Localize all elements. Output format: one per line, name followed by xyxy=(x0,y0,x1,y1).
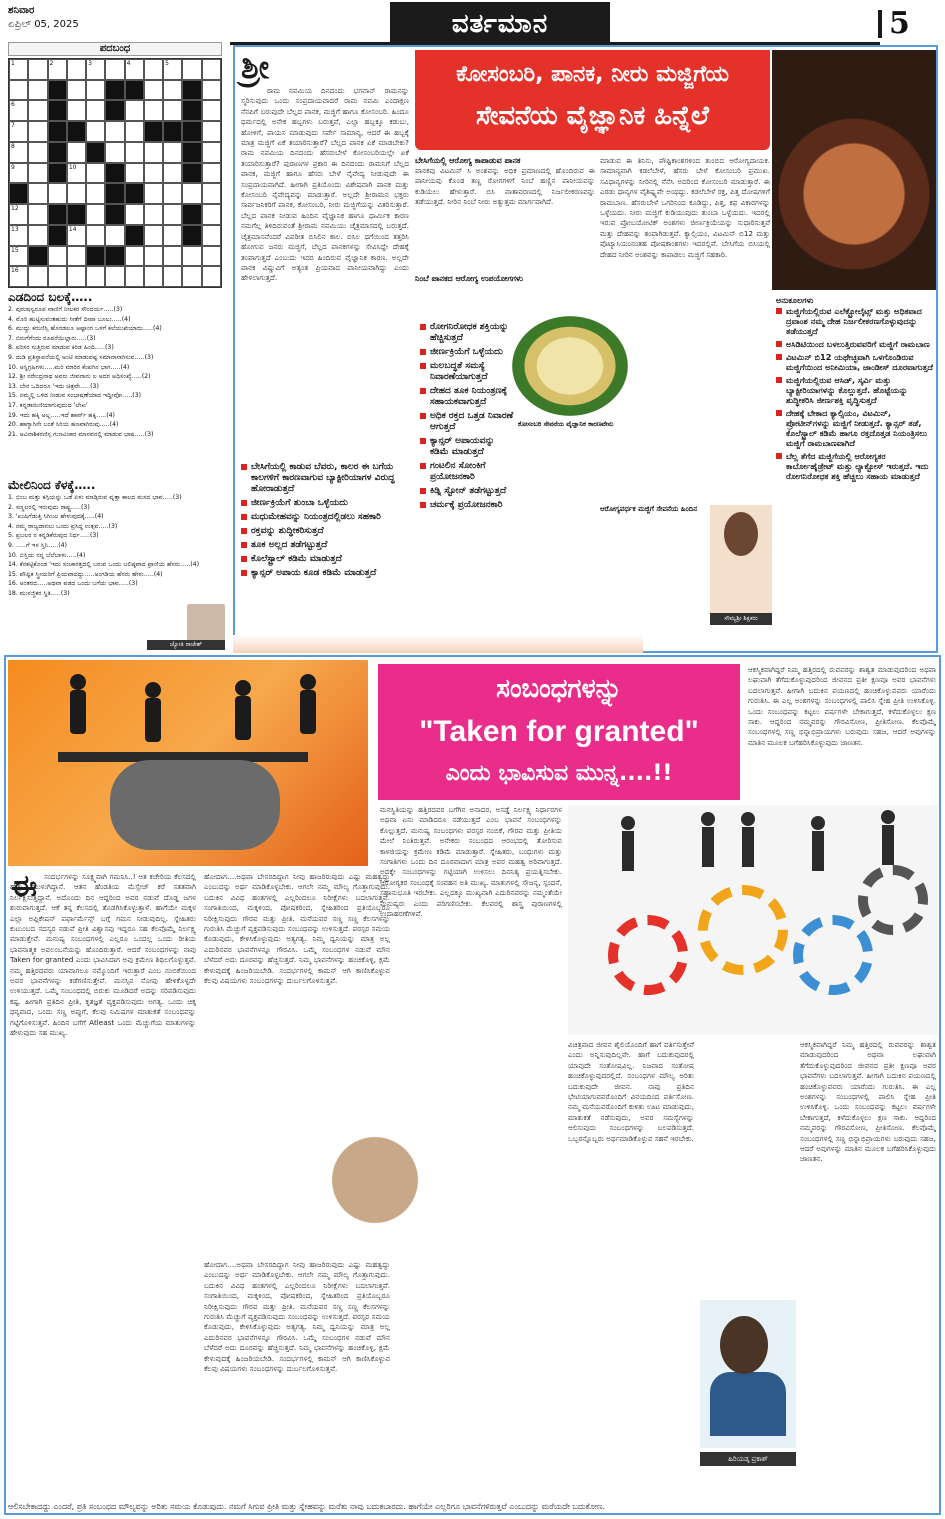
crossword-cell[interactable] xyxy=(48,246,67,267)
benefit-item: ಅಧಿಕ ರಕ್ತದ ಒತ್ತಡ ನಿವಾರಣೆ ಆಗುತ್ತದೆ xyxy=(420,411,516,433)
across-clue: 6. ಮುದ್ದು ಕರುಣಿಸ್ಸಿ ಹೊರಡಲೂ ಅಷ್ಟಾಂಗ ಒಳಗೆ ಕಲೆಯುಖಿಯಾದು…..(4) xyxy=(8,325,162,333)
crossword-cell[interactable] xyxy=(144,204,163,225)
down-clue: 4. ನಮ್ಮ ರಾಜ್ಯದಾನಲು ಒಂದು ಪ್ರಸಿದ್ಧ ಉತ್ಸವ…..(3) xyxy=(8,522,118,530)
bottom-author-body xyxy=(710,1372,786,1436)
crossword-cell[interactable] xyxy=(9,80,28,101)
buttermilk-subsection xyxy=(600,505,705,625)
crossword-cell[interactable]: 6 xyxy=(9,100,28,121)
crossword-cell[interactable] xyxy=(144,183,163,204)
crossword-cell[interactable] xyxy=(86,100,105,121)
crossword-cell xyxy=(105,183,124,204)
across-clue: 9. ದುಡಿ ಪ್ರತಿಸ್ಥಾಪನೆಯಲ್ಲಿ ಅಂಟಿ ಮಾಡುವಷ್ಟ ಸಮಾನಾಸಾಗಿಸುವ…..(3) xyxy=(8,353,154,361)
crossword-cell[interactable] xyxy=(28,163,47,184)
benefit-item: ದೇಹದ ತೂಕ ನಿಯಂತ್ರಣಕ್ಕೆ ಸಹಾಯಕವಾಗುತ್ತದೆ xyxy=(420,386,516,408)
crossword-cell[interactable]: 3 xyxy=(86,59,105,80)
across-clue: 15. ನಮ್ಮಲ್ಲಿ ಒಳಿದ ನೀಡುವ ಸಂಭಾಷಣೆಯಾದ ಇದ್ದೀವೋ…..(3) xyxy=(8,392,142,400)
crossword-cell[interactable] xyxy=(182,266,201,287)
crossword-cell[interactable] xyxy=(144,163,163,184)
top-author-face xyxy=(724,512,758,556)
crossword-cell xyxy=(125,183,144,204)
bottom-article-col1: ಸಂದರ್ಭಗಳನ್ನು ಸೂಕ್ಷ್ಮವಾಗಿ ಗಮನಿಸಿ..! ಆತ ಕಚೇರಿಯ ಕೆಲಸದಲ್ಲಿ ಹೆಚ್ಚು ಮುಳುಗಿದ್ದಾನೆ. ಆತನ ಹೆಂಡತಿಯ ಮೆಸ್ಸೇಜ್ ಕರೆ ಸತತವಾಗಿ ನಿರ್ಲಕ್ಷಿಸುತ್ತಿದ್ದಾನೆ. ಅದೊಂದು ದಿನ ಆದ್ದರಿಂದ ಅವರ ನಡುವೆ ದೊಡ್ಡ ಜಗಳ ಶುರುವಾಗುತ್ತದೆ. ಆಕೆ ತನ್ನ ಕೆಲಸದಲ್ಲಿ ತೊಡಗಿಸಿಕೊಳ್ಳುತ್ತಾಳೆ. ಹಾಗೆಯೇ ಮಕ್ಕಳ ಎಲ್ಲಾ ಅಪ್ಲಿಕೇಷನ್ ಪರ್ಫಾರ್ಮೆನ್ಸ್ ಬಗ್ಗೆ ಗಮನ ನೀಡುವುದಿಲ್ಲ. ಸ್ನೇಹಿತರು ಕುಟುಂಬದ ಸದಸ್ಯರ ನಡುವೆ ಪ್ರೀತಿ ವಿಶ್ವಾಸವು ಇದ್ದರೂ ಸಹ ಕೆಲವೊಮ್ಮೆ ನಿರ್ಲಕ್ಷ್ಯ ಮಾಡುತ್ತೇವೆ. ಮನುಷ್ಯ ಸಂಬಂಧಗಳಲ್ಲಿ ಎಲ್ಲರೂ ಒಂದಲ್ಲ ಒಂದು ರೀತಿಯ ಭಾವನಾತ್ಮಕ ಅವಲಂಬನೆಯನ್ನು ಹೊಂದಿರುತ್ತಾರೆ. ಆದರೆ ಸಂಬಂಧಗಳನ್ನು ನಾವು Taken for granted ಎಂದು ಭಾವಿಸಿದಾಗ ಅವು ಕ್ರಮೇಣ ಶಿಥಿಲಗೊಳ್ಳುತ್ತವೆ. ನಮ್ಮ ಹತ್ತಿರದವರು ಯಾವಾಗಲೂ ನಮ್ಮೊಂದಿಗೆ ಇರುತ್ತಾರೆ ಎಂಬ ನಂಬಿಕೆಯಿಂದ ಅವರ ಭಾವನೆಗಳನ್ನು ಕಡೆಗಣಿಸುತ್ತೇವೆ. ಮನಸ್ಸಿನ ನೋವು ಹೇಳಿಕೊಳ್ಳದೇ ಉಳಿಯುತ್ತದೆ. ಒಮ್ಮೆ ಸಂಬಂಧದಲ್ಲಿ ಬಿರುಕು ಮೂಡಿದರೆ ಅದನ್ನು ಸರಿಪಡಿಸುವುದು ಕಷ್ಟ. ಹೀಗಾಗಿ ಪ್ರತಿದಿನ ಪ್ರೀತಿ, ಕೃತಜ್ಞತೆ ವ್ಯಕ್ತಪಡಿಸುವುದು ಅಗತ್ಯ. ಒಂದು ಚಿಕ್ಕ ಧನ್ಯವಾದ, ಒಂದು ಸಣ್ಣ ಅಪ್ಪುಗೆ, ಕೆಲವು ನಿಮಿಷಗಳ ಮಾತುಕತೆ ಸಂಬಂಧವನ್ನು ಗಟ್ಟಿಗೊಳಿಸುತ್ತವೆ. ಹಿಂದಿನ ಬಗೆಗೆ Atleast ಒಂದು ಮೆಚ್ಚುಗೆಯ ಮಾತುಗಳನ್ನು ಹೇಳುವುದು ಸಹ ಮುಖ್ಯ. xyxy=(10,872,196,1038)
crossword-cell[interactable] xyxy=(202,59,221,80)
bottom-author-face xyxy=(720,1316,768,1374)
crossword-cell[interactable] xyxy=(67,246,86,267)
benefit-item: ರೋಗನಿರೋಧಕ ಶಕ್ತಿಯನ್ನು ಹೆಚ್ಚಿಸುತ್ತದೆ xyxy=(420,322,516,344)
crossword-cell[interactable] xyxy=(86,163,105,184)
crossword-cell[interactable] xyxy=(28,121,47,142)
col2-intro-heading: ಬೇಸಿಗೆಯಲ್ಲಿ ಆರೋಗ್ಯ ಕಾಪಾಡುವ ಪಾನಕ xyxy=(415,156,521,165)
crossword-cell[interactable] xyxy=(202,225,221,246)
crossword-down-section xyxy=(8,478,222,599)
crossword-cell[interactable]: 14 xyxy=(67,225,86,246)
across-clue: 17. ಕನ್ನಡಾರುಣಿಯಾಗುವುದುದ 'ಲೇಖ' xyxy=(8,401,88,409)
col4-heading: ಅನುಕೂಲಗಳು xyxy=(776,296,814,305)
crossword-title: ಪದಬಂಧ xyxy=(8,42,222,56)
top-article-col2 xyxy=(415,156,595,306)
crossword-cell xyxy=(105,204,124,225)
crossword-cell[interactable] xyxy=(67,142,86,163)
crossword-cell[interactable] xyxy=(28,80,47,101)
crossword-cell xyxy=(67,121,86,142)
benefit-item: ಗಂಟಲಿನ ಸೋಂಕಿಗೆ ಪ್ರಯೋಜನಕಾರಿ xyxy=(420,461,516,483)
issue-dateline xyxy=(8,4,228,44)
across-clue: 13. ಬೇರ ಒದಿದರೂ 'ಇದು ಚಿತ್ರವೇ…..(3) xyxy=(8,382,99,390)
crossword-cell xyxy=(86,246,105,267)
crossword-cell[interactable]: 4 xyxy=(125,59,144,80)
crossword-cell[interactable] xyxy=(125,163,144,184)
benefit-item: ಚರ್ಮಕ್ಕೆ ಪ್ರಯೋಜನಕಾರಿ xyxy=(420,500,516,511)
crossword-cell[interactable] xyxy=(144,246,163,267)
across-clue: 20. ಹಾಗ್ಯಾಗಿನೇ ಬಂತೆ ಸಿರಿಯ ಹಣವಾಗಿರುವು…..(4) xyxy=(8,421,119,429)
bottom-article-col2: ಹೋದಾಗ….ಅಥವಾ ಬೇಸರದಿದ್ದಾಗ ನೀವು ಹಾಜರಿರುವುದು ಎಷ್ಟು ಮಹತ್ವದ್ದು ಎಂಬುದನ್ನು ಅರ್ಥ ಮಾಡಿಕೊಳ್ಳಬೇಕು. ಆಗಲೇ ನಮ್ಮ ಮೌಲ್ಯ ಗೊತ್ತಾಗುವುದು. ಬದುಕಿನ ವಿವಿಧ ಹಂತಗಳಲ್ಲಿ ಎಲ್ಲರಿಂದಲೂ ನಿರೀಕ್ಷೆಗಳು ಬದಲಾಗುತ್ತವೆ. ಸಂಗಾತಿಯಿಂದ, ಮಕ್ಕಳಿಂದ, ಪೋಷಕರಿಂದ, ಸ್ನೇಹಿತರಿಂದ ಪ್ರತಿಯೊಬ್ಬರೂ ನಿರೀಕ್ಷಿಸುವುದು ಗೌರವ ಮತ್ತು ಪ್ರೀತಿ. ಮನೆಯವರ ಸಣ್ಣ ಸಣ್ಣ ಕೆಲಸಗಳನ್ನು ಗುರುತಿಸಿ ಮೆಚ್ಚುಗೆ ವ್ಯಕ್ತಪಡಿಸುವುದು ಸಂಬಂಧವನ್ನು ಉಳಿಸುತ್ತದೆ. ಪರಸ್ಪರ ಸಮಯ ಕೊಡುವುದು, ಕೇಳಿಸಿಕೊಳ್ಳುವುದು ಅತ್ಯಗತ್ಯ. ನಿಮ್ಮ ಧ್ವನಿಯನ್ನು ಮಾತ್ರ ಅಲ್ಲ ಎದುರಿನವರ ಭಾವನೆಗಳನ್ನೂ ಗೌರವಿಸಿ. ಒಮ್ಮೆ ಸಂಬಂಧಗಳ ನಡುವೆ ಮೌನ ಬೆಳೆದರೆ ಅದು ದೂರವನ್ನು ಹೆಚ್ಚಿಸುತ್ತದೆ. ನಿಮ್ಮ ಭಾವನೆಗಳನ್ನು ಹಂಚಿಕೊಳ್ಳಿ, ಕ್ಷಮೆ ಕೇಳುವುದಕ್ಕೆ ಹಿಂಜರಿಯಬೇಡಿ. ಸಂದರ್ಭಗಳಲ್ಲಿ ಕಾಮನ್ ಆಗಿ ಕಾಣಿಸಿಕೊಳ್ಳುವ ಕೆಲವು ವಿಷಯಗಳು ಸಂಬಂಧಗಳನ್ನು ದುರ್ಬಲಗೊಳಿಸುತ್ತವೆ. xyxy=(204,872,390,986)
top-headline-line1: ಕೋಸಂಬರಿ, ಪಾನಕ, ನೀರು ಮಜ್ಜಿಗೆಯ xyxy=(456,62,729,87)
crossword-cell[interactable] xyxy=(105,266,124,287)
crossword-cell[interactable] xyxy=(125,204,144,225)
crossword-cell[interactable] xyxy=(163,100,182,121)
across-clue: 7. ಬಿರುಗೆಗೆಂದು ರೂಪರೆಯಿಲ್ಲಾರು…..(3) xyxy=(8,334,96,342)
crossword-cell xyxy=(105,100,124,121)
crossword-cell xyxy=(182,163,201,184)
buttermilk-benefit-item: ಮಜ್ಜಿಗೆಯಲ್ಲಿರುವ ಆಸಿಡ್, ಸ್ಕರ್ವಿ ಮತ್ತು ಬ್ಯಾಕ್ಟೀರಿಯಾಗಳನ್ನು ಕೊಲ್ಲುತ್ತದೆ. ಹೊಟ್ಟೆಯನ್ನು ಶುದ್ಧೀಕರಿಸಿ ಜೀರ್ಣಶಕ್ತಿ ವೃದ್ಧಿಸುತ್ತದೆ xyxy=(776,375,934,405)
benefit-item: ಮಲಬದ್ಧತೆ ಸಮಸ್ಯೆ ನಿವಾರಣೆಯಾಗುತ್ತದೆ xyxy=(420,361,516,383)
bottom-article-col4: ವಿಚಿತ್ರವಾದ ಜೀವನ ಶೈಲಿಯೊಂದಿಗೆ ಹಾಗೆ ವರ್ತಿಸುತ್ತೇವೆ ಎಂದು ಅನ್ನಿಸುವುದಿಲ್ಲವೇ. ಹಾಗೆ ಬದುಕುವುದರಲ್ಲಿ ಯಾವುದೇ ಸಂತೋಷವಿಲ್ಲ. ನಿಜವಾದ ಸಂತೋಷ ಹಂಚಿಕೊಳ್ಳುವುದರಲ್ಲಿದೆ. ಸಂಬಂಧಗಳ ಮೌಲ್ಯ ಅರಿತು ಬದುಕುವುದೇ ಜೀವನ. ನಾವು ಪ್ರತಿದಿನ ಭೇಟಿಯಾಗುವವರೊಂದಿಗೆ ವಿನಯದಿಂದ ವರ್ತಿಸೋಣ. ನಮ್ಮ ಮನೆಯವರೊಂದಿಗೆ ಕುಳಿತು ಊಟ ಮಾಡುವುದು, ಮಾತುಕತೆ ನಡೆಸುವುದು, ಅವರ ಸಮಸ್ಯೆಗಳನ್ನು ಆಲಿಸುವುದು ಸಂಬಂಧಗಳನ್ನು ಬಲಪಡಿಸುತ್ತದೆ. ಒಬ್ಬರನ್ನೊಬ್ಬರು ಅರ್ಥಮಾಡಿಕೊಳ್ಳುವ ಸಹನೆ ಇರಬೇಕು. xyxy=(568,1040,694,1143)
crossword-cell[interactable] xyxy=(163,204,182,225)
crossword-cell xyxy=(86,142,105,163)
crossword-cell[interactable] xyxy=(163,225,182,246)
down-clue: 1. ಭಿಂಬ ಮತ್ತು ಕಗ್ಗಿಯನ್ನು ಒಡೆ ಏಳು ಮಾಡ್ಸಿರುವ ವೃತ್ತಾ ಕಾಲದ ಮಸದ ಭಾವ…..(3) xyxy=(8,494,182,501)
crossword-across-section xyxy=(8,290,222,439)
crossword-cell[interactable] xyxy=(144,100,163,121)
crossword-cell[interactable] xyxy=(67,266,86,287)
page-number-value: 5 xyxy=(889,6,910,41)
crossword-cell xyxy=(105,80,124,101)
crossword-cell[interactable] xyxy=(202,266,221,287)
orange-gear-icon xyxy=(698,885,788,975)
buttermilk-subhead: ಆರೋಗ್ಯವರ್ಧಕ ಮಜ್ಜಿಗೆ ಸೇವನೆಯ ಹಿಂದಿನ xyxy=(600,505,698,513)
crossword-cell xyxy=(182,100,201,121)
crossword-cell[interactable] xyxy=(163,142,182,163)
buttermilk-benefit-item: ಅಸಿಡಿಟಿಯಿಂದ ಬಳಲುತ್ತಿರುವವರಿಗೆ ಮಜ್ಜಿಗೆ ರಾಮಬಾಣ xyxy=(776,339,934,349)
crossword-cell xyxy=(48,121,67,142)
crossword-cell[interactable] xyxy=(86,266,105,287)
col4-bullet-list xyxy=(776,306,934,481)
benefit-item: ಕಿಡ್ನಿ ಸ್ಟೋನ್ ತಡೆಗಟ್ಟುತ್ತದೆ xyxy=(420,486,516,497)
down-clue: 5. ಪ್ರಬಲರ ನ ಕನ್ನಡಿಕೆರುವುದ ನಿರ್ಧ…..(3) xyxy=(8,532,99,540)
col2-body: ಪಾನಕವು ವಿಟಮಿನ್ ಸಿ ಅಂಶವನ್ನು ಅಧಿಕ ಪ್ರಮಾಣದಲ್ಲಿ ಹೊಂದಿರುವ ಈ ಪಾನೀಯವು ಕೊಂಡ ತಣ್ಣ ರೋಗಗಳಿಗೆ ನಿಂಬೆ ಹಣ್ಣಿನ ಪಾನೀಯವನ್ನು ಕುಡಿಯಲು ಹೇಳುತ್ತಾರೆ. ಬಿಸಿ ವಾತಾವರಣದಲ್ಲಿ ನಿರ್ಜಲೀಕರಣವನ್ನು ತಡೆಯುತ್ತದೆ. ನೀರಿನ ನಿಂಬೆ ನೀರು ಅತ್ಯುತ್ತಮ ಮಾರ್ಗವಾಗಿದೆ. xyxy=(415,166,595,207)
crossword-cell[interactable] xyxy=(202,183,221,204)
benefit-item: ಜೀರ್ಣಕ್ರಿಯೆಗೆ ತುಂಬಾ ಒಳ್ಳೆಯದು xyxy=(241,498,409,509)
crossword-cell[interactable] xyxy=(125,121,144,142)
crossword-cell[interactable] xyxy=(67,100,86,121)
crossword-cell[interactable] xyxy=(202,121,221,142)
top-article-dropcap: ಶ್ರೀ xyxy=(241,48,270,86)
top-author-caption: ಸೌಮ್ಯಶ್ರೀ ಶಿಕ್ಷಕರು xyxy=(710,613,772,625)
bottom-article-col2b: ಹೋದಾಗ….ಅಥವಾ ಬೇಸರದಿದ್ದಾಗ ನೀವು ಹಾಜರಿರುವುದು ಎಷ್ಟು ಮಹತ್ವದ್ದು ಎಂಬುದನ್ನು ಅರ್ಥ ಮಾಡಿಕೊಳ್ಳಬೇಕು. ಆಗಲೇ ನಮ್ಮ ಮೌಲ್ಯ ಗೊತ್ತಾಗುವುದು. ಬದುಕಿನ ವಿವಿಧ ಹಂತಗಳಲ್ಲಿ ಎಲ್ಲರಿಂದಲೂ ನಿರೀಕ್ಷೆಗಳು ಬದಲಾಗುತ್ತವೆ. ಸಂಗಾತಿಯಿಂದ, ಮಕ್ಕಳಿಂದ, ಪೋಷಕರಿಂದ, ಸ್ನೇಹಿತರಿಂದ ಪ್ರತಿಯೊಬ್ಬರೂ ನಿರೀಕ್ಷಿಸುವುದು ಗೌರವ ಮತ್ತು ಪ್ರೀತಿ. ಮನೆಯವರ ಸಣ್ಣ ಸಣ್ಣ ಕೆಲಸಗಳನ್ನು ಗುರುತಿಸಿ ಮೆಚ್ಚುಗೆ ವ್ಯಕ್ತಪಡಿಸುವುದು ಸಂಬಂಧವನ್ನು ಉಳಿಸುತ್ತದೆ. ಪರಸ್ಪರ ಸಮಯ ಕೊಡುವುದು, ಕೇಳಿಸಿಕೊಳ್ಳುವುದು ಅತ್ಯಗತ್ಯ. ನಿಮ್ಮ ಧ್ವನಿಯನ್ನು ಮಾತ್ರ ಅಲ್ಲ ಎದುರಿನವರ ಭಾವನೆಗಳನ್ನೂ ಗೌರವಿಸಿ. ಒಮ್ಮೆ ಸಂಬಂಧಗಳ ನಡುವೆ ಮೌನ ಬೆಳೆದರೆ ಅದು ದೂರವನ್ನು ಹೆಚ್ಚಿಸುತ್ತದೆ. ನಿಮ್ಮ ಭಾವನೆಗಳನ್ನು ಹಂಚಿಕೊಳ್ಳಿ, ಕ್ಷಮೆ ಕೇಳುವುದಕ್ಕೆ ಹಿಂಜರಿಯಬೇಡಿ. ಸಂದರ್ಭಗಳಲ್ಲಿ ಕಾಮನ್ ಆಗಿ ಕಾಣಿಸಿಕೊಳ್ಳುವ ಕೆಲವು ವಿಷಯಗಳು ಸಂಬಂಧಗಳನ್ನು ದುರ್ಬಲಗೊಳಿಸುತ್ತವೆ. xyxy=(204,1260,390,1374)
crossword-cell xyxy=(105,163,124,184)
benefit-item: ರಕ್ತವನ್ನು ಶುದ್ಧೀಕರಿಸುತ್ತದೆ xyxy=(241,526,409,537)
crossword-cell xyxy=(182,80,201,101)
crossword-cell[interactable] xyxy=(28,204,47,225)
crossword-cell[interactable] xyxy=(28,183,47,204)
across-clue: 19. ಇದು ಹಕ್ಕಿ ಅಲ್ಲ…..ಇದೆ ಹಾರ್ವ್ ಹಕ್ಕಿ…..(4) xyxy=(8,411,115,419)
top-col2-bullet-list xyxy=(420,322,516,511)
down-clue: 15. ಪೌಷ್ಟಿಕ ಸ್ತ್ರೀಯರಿಗೆ ಪ್ರಿಯವಾದದ್ದು…..ಅಂಗಡಿಯ ಹೆಸರು ಹೇಳು…..(4) xyxy=(8,570,163,578)
benefit-item: ಕ್ಯಾನ್ಸರ್ ಅಪಾಯವನ್ನು ಕಡಿಮೆ ಮಾಡುತ್ತದೆ xyxy=(420,436,516,458)
crossword-cell[interactable] xyxy=(105,59,124,80)
crossword-cell xyxy=(182,142,201,163)
bottom-article-dropcap: ಈ xyxy=(11,869,38,904)
crossword-author-photo xyxy=(187,604,225,642)
across-clues xyxy=(8,305,222,439)
issue-date: ಏಪ್ರಿಲ್ 05, 2025 xyxy=(8,19,79,30)
bottom-article-footer: ಆಲಿಸಬೇಕಾದದ್ದು ಎಂದರೆ, ಪ್ರತಿ ಸಂಬಂಧದ ಮೌಲ್ಯವನ್ನು ಅರಿತು ಸಮಯ ಕೊಡುವುದು. ನಮಗೆ ಸಿಗುವ ಪ್ರೀತಿ ಮತ್ತು ಸ್ನೇಹವನ್ನು ಮರೆತು ನಾವು ಬದುಕಬಾರದು. ಹಾಗೆಯೇ ಎಲ್ಲರಿಗೂ ಭಾವನೆಗಳಿರುತ್ತವೆ ಎಂಬುದನ್ನು ಮರೆಯದೇ ಬದುಕೋಣ. xyxy=(8,1502,606,1511)
bottom-headline-line3: ಎಂದು ಭಾವಿಸುವ ಮುನ್ನ....!! xyxy=(445,761,673,786)
crossword-cell[interactable] xyxy=(202,204,221,225)
crossword-cell[interactable] xyxy=(163,266,182,287)
crossword-cell[interactable] xyxy=(28,59,47,80)
across-clue: 12. ಶ್ರೀ ನರೇಂದ್ರನಾಥ ಅವರು ಜೀವನಾನು ಲ ಅದರ ಅಧಿಸಂಖ್ಯೆ…..(2) xyxy=(8,373,151,381)
crossword-cell[interactable]: 2 xyxy=(48,59,67,80)
crossword-cell[interactable] xyxy=(202,246,221,267)
handshake-icon xyxy=(110,760,280,850)
buttermilk-benefit-item: ದೇಹಕ್ಕೆ ಬೇಕಾದ ಕ್ಯಾಲ್ಸಿಯಂ, ವಿಟಮಿನ್, ಪ್ರೋಟೀನ್‌ಗಳನ್ನು ಮಜ್ಜಿಗೆ ನೀಡುತ್ತದೆ. ಕ್ಯಾನ್ಸರ್ ತಡೆ, ಕೊಲೆಸ್ಟ್ರಾಲ್ ಕಡಿಮೆ ಹಾಗೂ ರಕ್ತದೊತ್ತಡ ನಿಯಂತ್ರಿಸಲು ಮಜ್ಜಿಗೆ ರಾಮಬಾಣವಾಗಿದೆ xyxy=(776,408,934,448)
bottom-headline-line1: ಸಂಬಂಧಗಳನ್ನು xyxy=(496,674,622,704)
benefit-item: ಜೀರ್ಣಕ್ರಿಯೆಗೆ ಒಳ್ಳೆಯದು xyxy=(420,347,516,358)
down-clue: 9. …..ಗೆ ಇಸ ಸ್ತಿನಿ…..(4) xyxy=(8,541,67,549)
crossword-cell[interactable] xyxy=(163,80,182,101)
crossword-cell[interactable] xyxy=(105,142,124,163)
benefit-item: ಕೊಲೆಸ್ಟ್ರಾಲ್ ಕಡಿಮೆ ಮಾಡುತ್ತದೆ xyxy=(241,554,409,565)
crossword-cell[interactable] xyxy=(28,266,47,287)
crossword-cell[interactable]: 5 xyxy=(163,59,182,80)
crossword-cell[interactable] xyxy=(48,266,67,287)
top-article-headline xyxy=(415,50,770,150)
benefit-item: ಕ್ಯಾನ್ಸರ್ ಅಪಾಯ ಕೂಡ ಕಡಿಮೆ ಮಾಡುತ್ತದೆ xyxy=(241,568,409,579)
crossword-cell[interactable] xyxy=(28,225,47,246)
crossword-cell[interactable] xyxy=(182,246,201,267)
crossword-cell[interactable] xyxy=(202,163,221,184)
crossword-cell[interactable] xyxy=(144,225,163,246)
crossword-cell[interactable]: 12 xyxy=(9,204,28,225)
crossword-cell[interactable] xyxy=(67,80,86,101)
crossword-cell xyxy=(125,225,144,246)
crossword-cell[interactable] xyxy=(86,121,105,142)
crossword-cell xyxy=(182,204,201,225)
crossword-cell xyxy=(182,225,201,246)
crossword-cell[interactable] xyxy=(86,204,105,225)
top-col1-benefits xyxy=(241,462,409,634)
down-clue: 2. ಸಣ್ಣಲರಲ್ಲಿ ಇರುವುದು ರಾಷ್ಟ್ರ…..(3) xyxy=(8,503,90,511)
crossword-cell xyxy=(125,80,144,101)
crossword-cell[interactable] xyxy=(86,225,105,246)
crossword-cell[interactable] xyxy=(86,183,105,204)
top-headline-line2: ಸೇವನೆಯ ವೈಜ್ಞಾನಿಕ ಹಿನ್ನೆಲೆ xyxy=(476,101,709,131)
crossword-cell[interactable] xyxy=(163,183,182,204)
crossword-cell[interactable]: 9 xyxy=(9,163,28,184)
crossword-grid xyxy=(8,58,222,288)
crossword-cell xyxy=(182,121,201,142)
crossword-cell[interactable]: 15 xyxy=(9,246,28,267)
across-heading: ಎಡದಿಂದ ಬಲಕ್ಕೆ….. xyxy=(8,290,93,304)
crossword-cell xyxy=(48,225,67,246)
buttermilk-benefit-item: ವಿಟಮಿನ್ ಬಿ12 ಯಥೇಚ್ಛವಾಗಿ ಒಳಗೊಂಡಿರುವ ಮಜ್ಜಿಗೆಯಿಂದ ಅನೀಮಿಯಾ, ಜಾಂಡೀಸ್ ದೂರವಾಗುತ್ತದೆ xyxy=(776,352,934,372)
top-article-col3: ಮಾಡುವ ಈ ತಿನಿಸು, ಪೌಷ್ಟಿಕಾಂಶಗಳಿಂದ ತುಂಬಿದ ಆರೋಗ್ಯದಾಯಕ. ಸಾಮಾನ್ಯವಾಗಿ ಕಡಲೆಬೇಳೆ, ಹೆಸರು ಬೇಳೆ ಕೋಸಂಬರಿ ಪ್ರಮುಖ. ಸವಿಧಾನ್ಯಗಳನ್ನು ನೀರಿನಲ್ಲಿ ನೆನೆಸಿ ಅದರಿಂದ ಕೋಸಂಬರಿ ಮಾಡುತ್ತಾರೆ. ಈ ಎರಡು ಧಾನ್ಯಗಳ ವೈಶಿಷ್ಟ್ಯವೇ ಅಂಥದ್ದು. ಕಡಲೆಬೇಳೆ ರಕ್ತ, ಪಿತ್ತ ದೋಷಗಳಿಗೆ ರಾಮಬಾಣ. ಹೆಸರುಬೇಳೆ ಒಗರಿನಿಂದ ಕೂಡಿದ್ದು, ಪಿತ್ತ, ಕಫ ವಿಕಾರಗಳನ್ನು ಒಳ್ಳೆಯದು. ನೀರು ಮಜ್ಜಿಗೆ ಕುಡಿಯುವುದು ತುಂಬಾ ಒಳ್ಳೆಯದು. ಇದರಲ್ಲಿ ಇರುವ ಪ್ರೋಬಯೋಟಿಕ್ ಅಂಶಗಳು ಜೀರ್ಣಕ್ರಿಯೆಯನ್ನು ಸುಧಾರಿಸುತ್ತವೆ ಮತ್ತು ದೇಹವನ್ನು ತಂಪಾಗಿಡುತ್ತವೆ. ಕ್ಯಾಲ್ಸಿಯಂ, ವಿಟಮಿನ್ ಬಿ12 ಮತ್ತು ಪೊಟ್ಯಾಸಿಯಂನಂತಹ ಪೋಷಕಾಂಶಗಳು ಇದರಲ್ಲಿವೆ. ಬೇಸಿಗೆಯ ಬಿಸಿಯಲ್ಲಿ ದೇಹದ ನೀರಿನ ಅಂಶವನ್ನು ಕಾಪಾಡಲು ಮಜ್ಜಿಗೆ ಸಹಕಾರಿ. xyxy=(600,156,770,259)
page-number xyxy=(875,2,935,46)
crossword-cell xyxy=(48,142,67,163)
down-heading: ಮೇಲಿನಿಂದ ಕೆಳಕ್ಕೆ….. xyxy=(8,478,96,492)
people-silhouettes-icon xyxy=(568,805,938,885)
down-clue: 10. ಬಿಸ್ತಿಯ ನನ್ನ ಬೆಲೆಬಾಳು…..(4) xyxy=(8,551,86,559)
crossword-cell xyxy=(48,204,67,225)
down-clue: 14. ಕೆನಕಟ್ಟಿಕೊಂಡ 'ಇದು ಸಂಚಾರತ್ತದಲ್ಲಿ ಬರುವ ಒಂದು ಬಲಿಷ್ಠವಾದ ಪ್ರಾಣಿಯ ಹೆಸರು…..(4) xyxy=(8,561,199,569)
crossword-cell[interactable] xyxy=(105,225,124,246)
crossword-cell[interactable] xyxy=(182,183,201,204)
crossword-cell xyxy=(48,80,67,101)
crossword-cell[interactable] xyxy=(125,246,144,267)
crossword-cell[interactable] xyxy=(125,100,144,121)
crossword-cell xyxy=(48,100,67,121)
bottom-author-caption: ಹಿರಿಯಡ್ಕ ಪ್ರಕಾಶ್ xyxy=(700,1452,796,1466)
top-article-col4 xyxy=(776,296,934,636)
crossword-cell xyxy=(48,163,67,184)
bottom-article-headline xyxy=(378,664,740,800)
crossword-cell[interactable] xyxy=(67,59,86,80)
crossword-cell[interactable]: 7 xyxy=(9,121,28,142)
crossword-cell[interactable] xyxy=(144,266,163,287)
across-clue: 21. ಅವಿನಾಶಿಕರಣಿಸ್ಸ ಗುಣವಿಚಾರ ಮಾನವನಲ್ಲಿ ಮಾಡುವ ಭಾಷ…..(3) xyxy=(8,430,154,438)
crossword-cell[interactable] xyxy=(28,142,47,163)
down-clues xyxy=(8,493,222,599)
benefit-item: ಬೇಸಿಗೆಯಲ್ಲಿ ಕಾಡುವ ಬೆವರು, ಕಾಲರ ಈ ಬಗೆಯ ಕಾಲಗಳಿಗೆ ಕಾರಣವಾಗುವ ಬ್ಯಾಕ್ಟೀರಿಯಾಗಳ ವಿರುದ್ಧ ಹೋರಾಡುತ್ತದೆ xyxy=(241,462,409,495)
crossword-cell[interactable]: 8 xyxy=(9,142,28,163)
bottom-article-col3: ಮನಸ್ಥಿತಿಯನ್ನು ಹತ್ತಿರದವರ ಬಗೆಗಿನ ಅನಾದರ, ಅಸಡ್ಡೆ ನಿರ್ಲಕ್ಷ್ಯ ನಿರ್ಧಾರಗಳ ಅಥವಾ ಏನು ಮಾಡಿದರೂ ನಡೆಯುತ್ತದೆ ಎಂಬ ಭಾವನೆ ಸಂಬಂಧಗಳನ್ನು ಕೊಲ್ಲುತ್ತದೆ. ಮನುಷ್ಯ ಸಂಬಂಧಗಳು ಪರಸ್ಪರ ನಂಬಿಕೆ, ಗೌರವ ಮತ್ತು ಪ್ರೀತಿಯ ಮೇಲೆ ನಿಂತಿರುತ್ತವೆ. ಅನೇಕರು ಸಂಬಂಧದ ಆರಂಭದಲ್ಲಿ ತೋರಿಸುವ ಕಾಳಜಿಯನ್ನು ಕ್ರಮೇಣ ಕಡಿಮೆ ಮಾಡುತ್ತಾರೆ. ಸ್ನೇಹಿತರು, ಬಂಧುಗಳು ಮತ್ತು ಸಂಗಾತಿಗಳು ಒಂದು ದಿನ ದೂರವಾದಾಗ ಮಾತ್ರ ಅವರ ಮಹತ್ವ ಅರಿವಾಗುತ್ತದೆ. ಅದಕ್ಕೇ ಸಂಬಂಧಗಳನ್ನು ಗಟ್ಟಿಯಾಗಿ ಉಳಿಸಲು ದಿನನಿತ್ಯ ಪ್ರಯತ್ನಿಸಬೇಕು. ಆರೋಗ್ಯಕರ ಸಂಬಂಧಕ್ಕೆ ಸಂವಹನ ಅತಿ ಮುಖ್ಯ. ಮಾತುಗಳಲ್ಲಿ ಸೌಜನ್ಯ, ಸ್ಪಂದನೆ, ಸಹಾನುಭೂತಿ ಇರಬೇಕು. ಎಲ್ಲದಕ್ಕೂ ಮುಖ್ಯವಾಗಿ ಎದುರಿನವರನ್ನು ನಮ್ಮಂತೆಯೇ ಮನುಷ್ಯರು ಎಂದು ಪರಿಗಣಿಸಬೇಕು. ಕೆಲವರಲ್ಲಿ ಶಾಸ್ತ್ರ ಪುರಾಣಗಳಲ್ಲಿ ಉದಾಹರಣೆಗಳಿವೆ. xyxy=(380,805,562,919)
copper-pot-photo xyxy=(772,50,936,290)
crossword-cell[interactable]: 1 xyxy=(9,59,28,80)
crossword-cell[interactable] xyxy=(144,59,163,80)
crossword-cell xyxy=(163,121,182,142)
issue-day: ಶನಿವಾರ xyxy=(8,5,35,16)
bottom-article-col5: ಆಕಸ್ಮಿಕವಾಗಿದ್ದರೆ ನಿಮ್ಮ ಹತ್ತಿರದಲ್ಲಿ ರುವವರನ್ನು ಶಾಶ್ವತ ಮಾಡುವುದರಿಂದ ಅಥವಾ ಲಘುವಾಗಿ ತೆಗೆದುಕೊಳ್ಳುವುದರಿಂದ ಜೀವನದ ಪ್ರತೀ ಕ್ಷಣವೂ ಅವರ ಭಾವನೆಗಳು ಬದಲಾಗುತ್ತವೆ. ಹೀಗಾಗಿ ಬದುಕಿನ ಪಯಣದಲ್ಲಿ ಹಂಚಿಕೊಳ್ಳುವವರು ಯಾರೆಂದು ಗುರುತಿಸಿ. ಈ ಎಲ್ಲ ಅಂಶಗಳನ್ನು ಸಂಬಂಧಗಳಲ್ಲಿ ಪಾಲಿಸಿ ಸ್ನೇಹ ಪ್ರೀತಿ ಉಳಿಸಿಕೊಳ್ಳಿ. ಒಂದು ಸಂಬಂಧವನ್ನು ಕಟ್ಟಲು ವರ್ಷಗಳೇ ಬೇಕಾಗುತ್ತದೆ, ಕಳೆದುಕೊಳ್ಳಲು ಕ್ಷಣ ಸಾಕು. ಆದ್ದರಿಂದ ನಮ್ಮವರನ್ನು ಗೌರವಿಸೋಣ, ಪ್ರೀತಿಸೋಣ. ಕೆಲವೊಮ್ಮೆ ಸಂಬಂಧಗಳಲ್ಲಿ ಸಣ್ಣ ಭಿನ್ನಾಭಿಪ್ರಾಯಗಳು ಬರುವುದು ಸಹಜ, ಆದರೆ ಅವುಗಳನ್ನು ಮಾತಿನ ಮೂಲಕ ಬಗೆಹರಿಸಿಕೊಳ್ಳುವುದು ಜಾಣತನ. xyxy=(748,665,936,747)
crossword-cell xyxy=(67,204,86,225)
kosambari-subhead: ಕೋಸಂಬರಿ ಸೇವನೆಯ ವೈಜ್ಞಾನಿಕ ಕಾರಣವೇನು xyxy=(518,420,614,428)
crossword-cell[interactable] xyxy=(28,100,47,121)
crossword-cell[interactable] xyxy=(86,80,105,101)
down-clue: 18. ಮುಸಜ್ಜಿಕರ ಸ್ಥಿತಿ…..(3) xyxy=(8,589,70,597)
down-clue: 3. 'ಖುಷಿಗೆಡುತ್ತಿ ಸಿಗಿಬಲ ಹೇಳುವುದಕ್ಕೆ…..(4) xyxy=(8,513,104,521)
gears-people-illustration xyxy=(568,805,938,1035)
newspaper-title: ವರ್ತಮಾನ xyxy=(390,2,610,46)
crossword-cell xyxy=(144,121,163,142)
crossword-cell[interactable] xyxy=(182,59,201,80)
across-clue: 2. ಪುರುಷಸ್ವರೂಪ ವಾಣಿಗೆ ನೀಲಕರ ಸೌಂದರ್ಯ…..(3) xyxy=(8,306,123,313)
crossword-credit: ಜ್ಯೋತಿ ರಾಜೇಶ್ xyxy=(147,640,225,650)
crossword-cell[interactable] xyxy=(144,80,163,101)
crossword-cell[interactable] xyxy=(67,183,86,204)
crossword-cell[interactable] xyxy=(48,183,67,204)
crossword-cell[interactable] xyxy=(202,100,221,121)
crossword-cell xyxy=(28,246,47,267)
bottom-headline-line2: "Taken for granted" xyxy=(419,715,699,748)
crossword-cell[interactable]: 10 xyxy=(67,163,86,184)
crossword-cell[interactable] xyxy=(105,121,124,142)
down-clue: 16. ಅಂತರದ…..ಅಥವಾ ಪಡದ ಒಂದು ಬಗೆಯ ಭಾವ…..(3) xyxy=(8,580,138,588)
across-clue: 4. ಮೊರಿ ಹುಟ್ಟಿಸುವಂತಹುದು ಸೀತೆಗೆ ದೀಪಾ ಬೂಲು…..(4) xyxy=(8,315,131,323)
red-gear-icon xyxy=(608,915,688,995)
crossword-cell[interactable] xyxy=(163,163,182,184)
col2-bullets-heading: ನಿಂಬೆ ಪಾನಕದ ಆರೋಗ್ಯ ಉಪಯೋಗಗಳು xyxy=(415,274,523,283)
crossword-cell[interactable]: 13 xyxy=(9,225,28,246)
across-clue: 8. ಪರಿಸರ ಸುತ್ತಿರುವ ಮಾಡುವ ಕಿರಿಡ ಹಿಂದಿ…..(3) xyxy=(8,344,114,352)
crossword-cell[interactable] xyxy=(144,142,163,163)
crossword-cell[interactable] xyxy=(202,142,221,163)
buttermilk-benefit-item: ಬೆಲ್ಲ ತೆಗೆದ ಮಜ್ಜಿಗೆಯಲ್ಲಿ ಆರೋಗ್ಯಕರ ಕಾರ್ಬೋಹೈಡ್ರೇಟ್ ಮತ್ತು ಲ್ಯಾಕ್ಟೋಸ್ ಇರುತ್ತದೆ. ಇದು ರೋಗನಿರೋಧಕ ಶಕ್ತಿ ಹೆಚ್ಚಲು ಸಹಾಯ ಮಾಡುತ್ತದೆ xyxy=(776,451,934,481)
bottom-article-col6: ಆಕಸ್ಮಿಕವಾಗಿದ್ದರೆ ನಿಮ್ಮ ಹತ್ತಿರದಲ್ಲಿ ರುವವರನ್ನು ಶಾಶ್ವತ ಮಾಡುವುದರಿಂದ ಅಥವಾ ಲಘುವಾಗಿ ತೆಗೆದುಕೊಳ್ಳುವುದರಿಂದ ಜೀವನದ ಪ್ರತೀ ಕ್ಷಣವೂ ಅವರ ಭಾವನೆಗಳು ಬದಲಾಗುತ್ತವೆ. ಹೀಗಾಗಿ ಬದುಕಿನ ಪಯಣದಲ್ಲಿ ಹಂಚಿಕೊಳ್ಳುವವರು ಯಾರೆಂದು ಗುರುತಿಸಿ. ಈ ಎಲ್ಲ ಅಂಶಗಳನ್ನು ಸಂಬಂಧಗಳಲ್ಲಿ ಪಾಲಿಸಿ ಸ್ನೇಹ ಪ್ರೀತಿ ಉಳಿಸಿಕೊಳ್ಳಿ. ಒಂದು ಸಂಬಂಧವನ್ನು ಕಟ್ಟಲು ವರ್ಷಗಳೇ ಬೇಕಾಗುತ್ತದೆ, ಕಳೆದುಕೊಳ್ಳಲು ಕ್ಷಣ ಸಾಕು. ಆದ್ದರಿಂದ ನಮ್ಮವರನ್ನು ಗೌರವಿಸೋಣ, ಪ್ರೀತಿಸೋಣ. ಕೆಲವೊಮ್ಮೆ ಸಂಬಂಧಗಳಲ್ಲಿ ಸಣ್ಣ ಭಿನ್ನಾಭಿಪ್ರಾಯಗಳು ಬರುವುದು ಸಹಜ, ಆದರೆ ಅವುಗಳನ್ನು ಮಾತಿನ ಮೂಲಕ ಬಗೆಹರಿಸಿಕೊಳ್ಳುವುದು ಜಾಣತನ. xyxy=(800,1040,936,1164)
buttermilk-benefit-item: ಮಜ್ಜಿಗೆಯಲ್ಲಿರುವ ಎಲೆಕ್ಟ್ರೋಲೈಟ್ಸ್ ಮತ್ತು ಅಧಿಕವಾದ ದ್ರವಾಂಶ ನಮ್ಮ ದೇಹ ನಿರ್ಜಲೀಕರಣಗೊಳ್ಳುವುದನ್ನು ತಡೆಯುತ್ತದೆ xyxy=(776,306,934,336)
crossword-cell[interactable]: 16 xyxy=(9,266,28,287)
crossword-cell[interactable] xyxy=(163,246,182,267)
top-col2-benefits xyxy=(420,322,516,628)
crossword-cell[interactable] xyxy=(125,266,144,287)
crossword-cell[interactable] xyxy=(125,142,144,163)
benefit-item: ತೂಕ ಅಲ್ಲದ ತಡೆಗಟ್ಟುತ್ತದೆ xyxy=(241,540,409,551)
top-article-bottom-tint xyxy=(233,635,643,653)
crossword-cell xyxy=(9,183,28,204)
top-col1-bullet-list xyxy=(241,462,409,579)
benefit-item: ಮಧುಮೇಹವನ್ನು ನಿಯಂತ್ರದಲ್ಲಿಡಲು ಸಹಕಾರಿ xyxy=(241,512,409,523)
across-clue: 10. ಅಸ್ಥಿಗ್ರಹಿಗಳು…..ಮರಿ ಮಾರಿರ ಕೆಂಪಗಿನ ಭಾಗ…..(4) xyxy=(8,363,130,371)
blue-gear-icon xyxy=(793,915,873,995)
top-article-col1: ರಾಮ ನವಮಿಯ ದಿನದಂದು ಭಗವಾನ್ ರಾಮನನ್ನು ಸ್ಮರಿಸುವುದು ಒಂದು ಸಂಪ್ರದಾಯವಾದರೆ ರಾಮ ನವಮಿ ಎಂದಾಕ್ಷಣ ನೆನಪಿಗೆ ಬರುವುದೇ ಬೆಲ್ಲದ ಪಾನಕ, ಮಜ್ಜಿಗೆ ಹಾಗೂ ಕೋಸಂಬರಿ. ಹಿಂದೂ ಧರ್ಮದಲ್ಲಿ ಅನೇಕ ಹಬ್ಬಗಳು ಬರುತ್ತವೆ, ಎಲ್ಲಾ ಹಬ್ಬಕ್ಕೂ ಕಡುಬು, ಹೋಳಿಗೆ, ಪಾಯಸ ಮಾಡುವುದು ಸರ್ವೇ ಸಾಮಾನ್ಯ, ಆದರೆ ಈ ಹಬ್ಬಕ್ಕೆ ಮಾತ್ರ ಮಜ್ಜಿಗೆ ಏಕೆ ತಯಾರಿಸುತ್ತಾರೆ? ಬೆಲ್ಲದ ಪಾನಕ ಏಕೆ ಮಾಡಬೇಕು? ರಾಮ ನವಮಿಯ ದಿನದಂದು ಹೆಸರುಬೇಳೆ ಕೋಸಂಬರಿಯಲ್ಲೇ ಏಕೆ ತಯಾರಿಸುತ್ತಾರೆ? ಪುರಾಣಗಳ ಪ್ರಕಾರ ಈ ದಿನದಂದು ರಾಮನಿಗೆ ಬೆಲ್ಲದ ಪಾನಕ, ಮಜ್ಜಿಗೆ ಹಾಗೂ ಹೆಸರು ಬೇಳೆ ನೈವೇದ್ಯ ನೀಡುವುದೇ ಈ ಸಂಪ್ರದಾಯವಾಗಿದೆ. ಹೀಗಾಗಿ ಪ್ರತಿಯೊಂದು ವಿಶೇಷವಾಗಿ ಪಾನಕ ಮತ್ತು ಕೋಸಂಬರಿ ನೈವೇದ್ಯವನ್ನು ಮಾಡುತ್ತಾರೆ. ಅಲ್ಲದೇ ಶ್ರೀರಾಮನ ಭಕ್ತರು ಸಾರ್ವಜನಿಕರಿಗೆ ಪಾನಕ, ಕೋಸಂಬರಿ, ನೀರು ಮಜ್ಜಿಗೆಯನ್ನು ವಿತರಿಸುತ್ತಾರೆ. ಬೆಲ್ಲದ ಪಾನಕ ನೀಡುವ ಹಿಂದಿನ ವೈಜ್ಞಾನಿಕ ಹಾಗೂ ಧಾರ್ಮಿಕ ಕಾರಣ ನಮಗೆಲ್ಲ ತಿಳಿದಿರುವಂತೆ ಶ್ರೀರಾಮ ನವಮಿಯು ಚೈತ್ರಮಾಸದಲ್ಲಿ ಬರುತ್ತದೆ. ಚೈತ್ರಮಾಸವೆಂದರೆ ವಿಪರೀತ ಬಿಸಿಲಿನ ಕಾಲ. ಬಿಸಿಲ ಧಗೆಯಿಂದ ತತ್ತರಿಸಿ ಹೋಗುವ ಜನರು ಮಜ್ಜಿಗೆ, ಬೆಲ್ಲದ ಪಾನಕಗಳನ್ನು ಸೇವಿಸಿದ್ದೇ ದೇಹಕ್ಕೆ ತಂಪಾಗುತ್ತದೆ ಎಂಬುದು ಇದರ ಹಿಂದಿರುವ ವೈಜ್ಞಾನಿಕ ಕಾರಣ. ಅಲ್ಲದೇ ಪಾನಕ ವಿಷ್ಣುವಿಗೆ ಅತ್ಯಂತ ಪ್ರಿಯವಾದ ಪಾನೀಯವಾಗಿದ್ದು ಎಂದು ಹೇಳಲಾಗುತ್ತದೆ. xyxy=(241,86,409,283)
crossword-cell[interactable] xyxy=(202,80,221,101)
crossword-cell xyxy=(105,246,124,267)
